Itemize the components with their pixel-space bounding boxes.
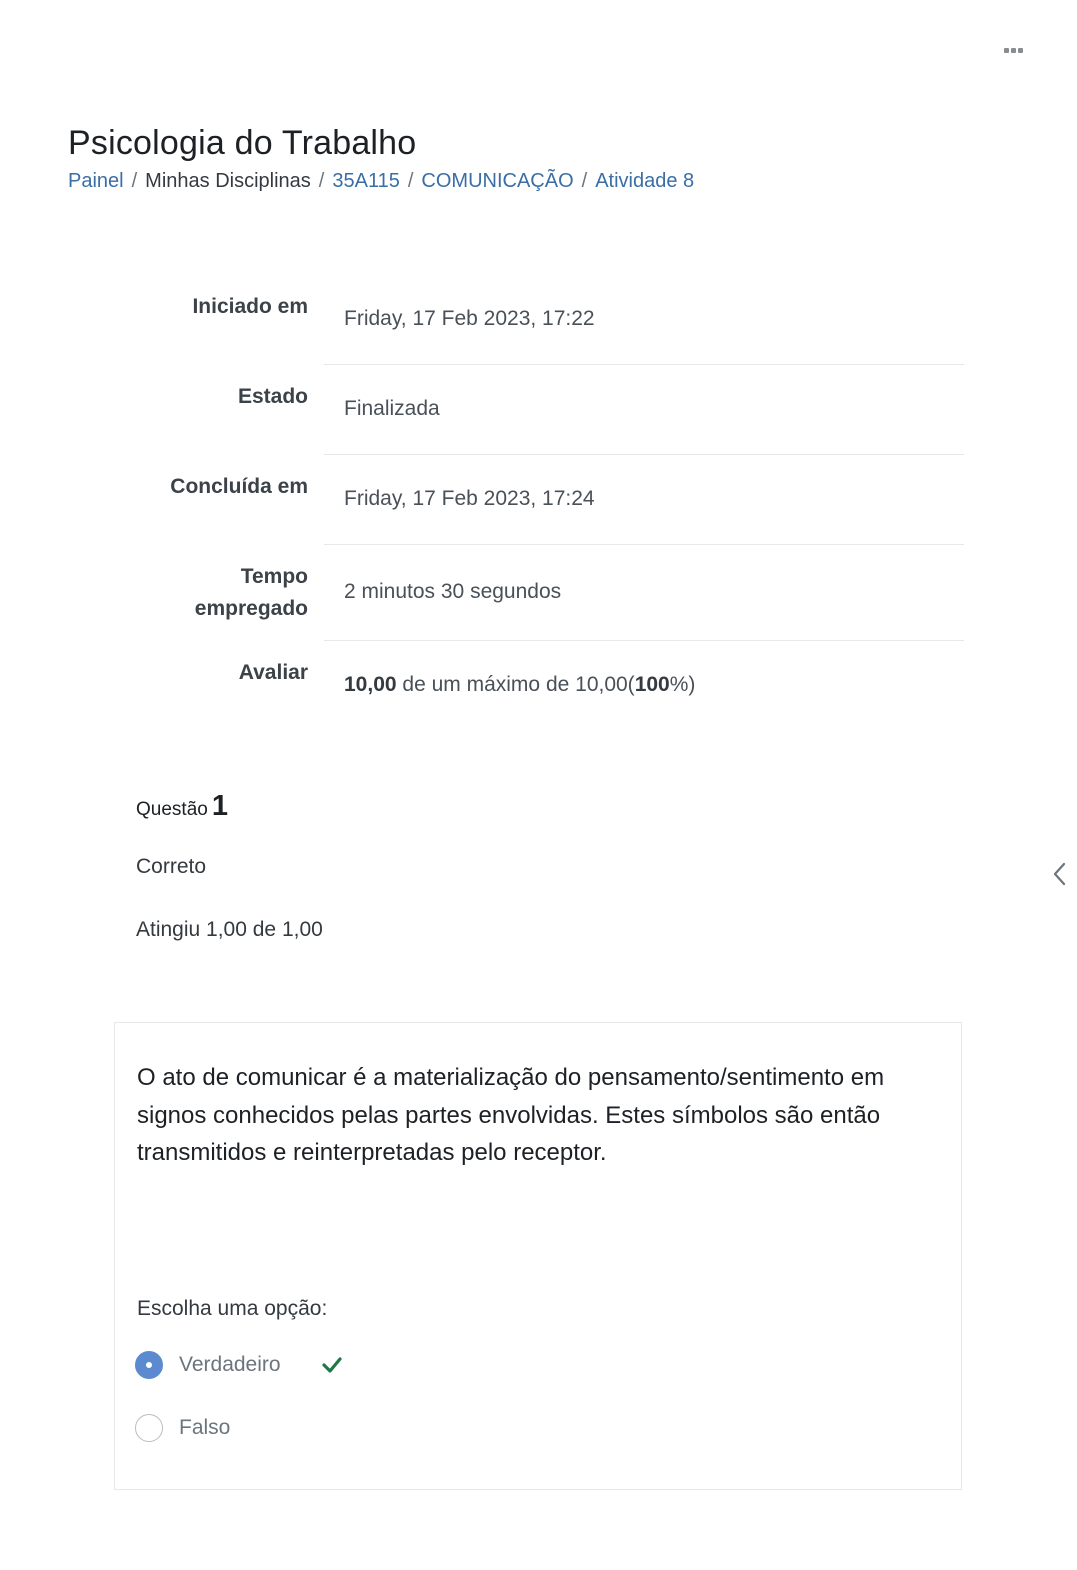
grade-label: Avaliar [238, 661, 308, 684]
state-value: Finalizada [344, 397, 440, 420]
breadcrumb-separator: / [131, 170, 138, 192]
summary-divider [324, 544, 964, 545]
grade-percent: 100 [634, 673, 670, 696]
breadcrumb-item-minhas-disciplinas: Minhas Disciplinas [145, 170, 311, 192]
page-title: Psicologia do Trabalho [68, 124, 417, 162]
breadcrumb-item-course-code[interactable]: 35A115 [332, 170, 400, 192]
more-options-icon[interactable] [1000, 40, 1026, 60]
breadcrumb-separator: / [581, 170, 588, 192]
option-falso[interactable] [135, 1414, 230, 1442]
option-label-falso: Falso [179, 1416, 231, 1439]
started-value: Friday, 17 Feb 2023, 17:22 [344, 307, 595, 330]
state-label: Estado [237, 385, 308, 408]
breadcrumb-item-activity[interactable]: Atividade 8 [595, 170, 695, 192]
time-label-line2: empregado [194, 597, 308, 620]
completed-value: Friday, 17 Feb 2023, 17:24 [344, 487, 595, 510]
breadcrumb-item-painel[interactable]: Painel [68, 170, 124, 192]
breadcrumb-separator: / [318, 170, 325, 192]
question-state: Correto [136, 855, 207, 878]
grade-value [344, 673, 695, 697]
time-value: 2 minutos 30 segundos [344, 580, 562, 603]
check-icon [321, 1355, 343, 1375]
breadcrumb [68, 170, 694, 193]
completed-label: Concluída em [170, 475, 308, 498]
question-text: O ato de comunicar é a materialização do pensamento/sentimento em signos conhecidos pelas partes envolvidas. Estes símbolos são então transmitidos e reinterpretadas pelo receptor. [137, 1064, 885, 1166]
question-grade: Atingiu 1,00 de 1,00 [136, 918, 323, 941]
time-label [68, 561, 308, 625]
chevron-left-icon[interactable] [1050, 860, 1070, 888]
option-label-verdadeiro: Verdadeiro [179, 1353, 281, 1376]
breadcrumb-item-section[interactable]: COMUNICAÇÃO [421, 170, 574, 192]
time-label-line1: Tempo [240, 565, 308, 588]
question-number-value: 1 [211, 790, 228, 822]
grade-score: 10,00 [344, 673, 397, 696]
radio-verdadeiro[interactable] [135, 1351, 163, 1379]
started-label: Iniciado em [192, 295, 308, 318]
question-content-box [114, 1022, 962, 1490]
option-verdadeiro[interactable] [135, 1351, 343, 1379]
summary-divider [324, 364, 964, 365]
question-number [136, 790, 228, 823]
grade-suffix: %) [669, 673, 696, 696]
radio-falso[interactable] [135, 1414, 163, 1442]
answer-prompt: Escolha uma opção: [137, 1297, 328, 1320]
summary-divider [324, 454, 964, 455]
breadcrumb-separator: / [407, 170, 414, 192]
grade-middle: de um máximo de 10,00( [396, 673, 635, 696]
summary-divider [324, 640, 964, 641]
question-label: Questão [136, 799, 208, 820]
